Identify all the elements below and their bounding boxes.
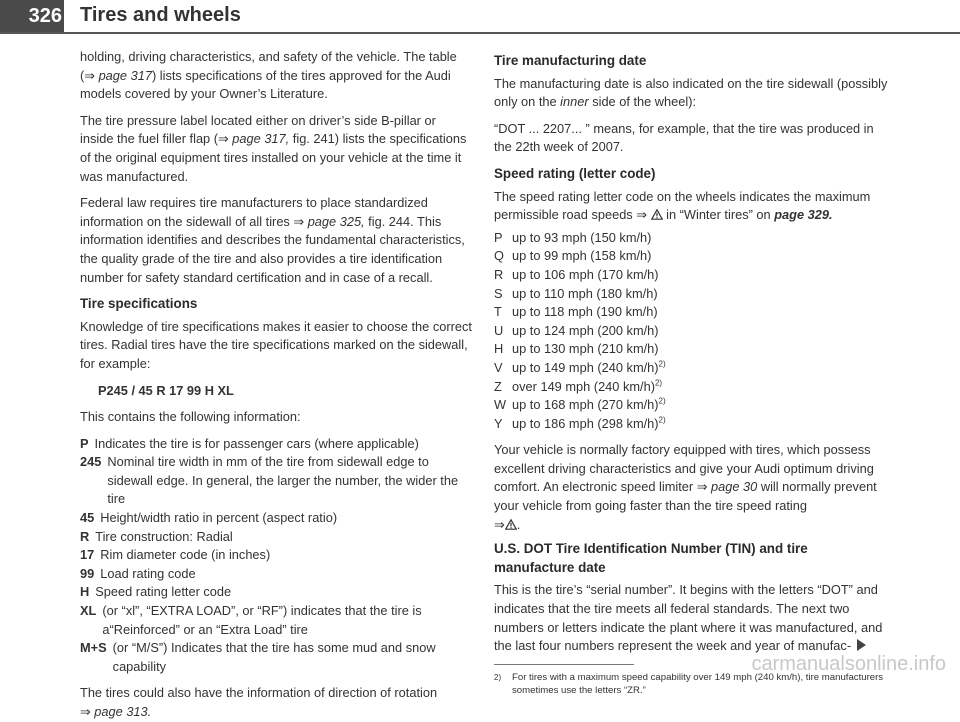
speed-rating-item: [494, 285, 888, 304]
speed-value: up to 106 mph (170 km/h): [512, 266, 659, 282]
speed-value: up to 130 mph (210 km/h): [512, 341, 659, 357]
spec-item: [80, 453, 472, 509]
speed-rating-item: [494, 340, 888, 359]
spec-description: Tire construction: Radial: [95, 528, 233, 544]
speed-rating-item: [494, 303, 888, 322]
arrow-icon: ⇒: [494, 516, 505, 532]
speed-value: up to 124 mph (200 km/h): [512, 322, 659, 338]
tin-paragraph: This is the tire’s “serial number”. It begins with the letters “DOT” and indicates that the tire meets all federal standards. The next two numbers or letters indicate the plant where it was manufactured, and the last four numbers represent the week and year of manufac-: [494, 582, 883, 654]
speed-value: over 149 mph (240 km/h): [512, 378, 655, 394]
spec-key: R: [80, 528, 90, 544]
speed-value: up to 99 mph (158 km/h): [512, 248, 652, 264]
spec-key: 245: [80, 454, 102, 470]
spec-description: (or “xl”, “EXTRA LOAD”, or “RF”) indicates that the tire is a“Reinforced” or an “Extra Load” tire: [102, 603, 422, 637]
spec-key: H: [80, 584, 90, 600]
speed-letter: P: [494, 229, 503, 245]
page-number: 326: [0, 0, 64, 32]
footnote-ref: 2): [654, 378, 663, 388]
right-column: [494, 48, 888, 697]
spec-item: [80, 602, 472, 639]
speed-rating-item: [494, 378, 888, 397]
date-paragraph: The manufacturing date is also indicated on the tire sidewall (possibly only on the inner side of the wheel):: [494, 75, 888, 110]
tire-specifications-heading: Tire specifications: [80, 296, 198, 312]
speed-value: up to 93 mph (150 km/h): [512, 229, 652, 245]
contains-paragraph: This contains the following information:: [80, 409, 301, 425]
spec-key: 17: [80, 547, 95, 563]
section-title: Tires and wheels: [80, 4, 241, 26]
speed-letter: H: [494, 341, 504, 357]
speed-letter: U: [494, 322, 504, 338]
continue-arrow-icon: [857, 639, 866, 651]
speed-rating-item: [494, 359, 888, 378]
warning-triangle-icon[interactable]: [651, 209, 663, 220]
spec-description: Height/width ratio in percent (aspect ratio): [100, 510, 338, 526]
footnote-ref: 2): [658, 396, 666, 406]
spec-description: Rim diameter code (in inches): [100, 547, 271, 563]
spec-description: Speed rating letter code: [95, 584, 232, 600]
spec-description: Nominal tire width in mm of the tire from sidewall edge to sidewall edge. In general, the larger the number, the wider the tire: [107, 454, 459, 507]
tin-heading: U.S. DOT Tire Identification Number (TIN) and tire manufacture date: [494, 541, 808, 575]
warning-triangle-icon[interactable]: [505, 519, 517, 530]
spec-item: [80, 528, 472, 547]
page-ref-link[interactable]: page 30: [707, 479, 758, 495]
federal-law-paragraph: Federal law requires tire manufacturers to place standardized information on the sidewall of all tires ⇒ page 325, fig. 244. This information identifies and describes the fundamental characteristics, the quality grade of the tire and also provides a tire identification number for safety standard certification and in case of a recall.: [80, 195, 465, 285]
speed-letter: S: [494, 285, 503, 301]
arrow-icon: ⇒: [696, 479, 708, 495]
pressure-label-paragraph: The tire pressure label located either on driver’s side B-pillar or inside the fuel filler flap (⇒ page 317, fig. 241) lists the specifications of the original equipment tires installed on your vehicle at the time it was manufactured.: [80, 112, 467, 184]
watermark: carmanualsonline.info: [751, 653, 946, 675]
page-ref-link[interactable]: page 329.: [774, 207, 833, 223]
page-header: [0, 0, 960, 34]
left-column: [80, 48, 472, 722]
spec-item: [80, 565, 472, 584]
speed-letter: Q: [494, 248, 504, 264]
speed-value: up to 118 mph (190 km/h): [512, 304, 658, 320]
speed-rating-item: [494, 415, 888, 434]
footnote-ref: 2): [658, 415, 666, 425]
arrow-icon: ⇒: [218, 131, 229, 147]
spec-key: M+S: [80, 640, 107, 656]
arrow-icon: ⇒: [293, 213, 305, 229]
speed-rating-item: [494, 266, 888, 285]
spec-item: [80, 509, 472, 528]
spec-key: 99: [80, 565, 95, 581]
speed-list: [494, 229, 888, 434]
speed-letter: V: [494, 359, 503, 375]
spec-description: Indicates the tire is for passenger cars (where applicable): [94, 435, 419, 451]
speed-letter: T: [494, 304, 502, 320]
spec-list: [80, 435, 472, 677]
rotation-paragraph: The tires could also have the information of direction of rotation ⇒ page 313.: [80, 685, 438, 719]
arrow-icon: ⇒: [84, 67, 95, 83]
header-rule: [0, 32, 960, 34]
footnote-mark: 2): [494, 672, 502, 682]
specs-intro-paragraph: Knowledge of tire specifications makes it easier to choose the correct tires. Radial tires have the tire specifications marked on the sidewall, for example:: [80, 318, 472, 371]
footnote-text: For tires with a maximum speed capability over 149 mph (240 km/h), tire manufacturers sometimes use the letters “ZR.”: [512, 671, 884, 696]
spec-key: P: [80, 435, 89, 451]
dot-example-paragraph: “DOT ... 2207... ” means, for example, that the tire was produced in the 22th week of 2007.: [494, 120, 874, 155]
spec-key: XL: [80, 603, 97, 619]
footnote-rule: [494, 664, 634, 665]
manufacturing-date-heading: Tire manufacturing date: [494, 53, 647, 68]
speed-value: up to 186 mph (298 km/h): [512, 415, 659, 431]
spec-description: (or “M/S”) Indicates that the tire has some mud and snow capability: [112, 640, 436, 674]
page-ref-link[interactable]: page 325,: [307, 213, 365, 229]
spec-key: 45: [80, 510, 95, 526]
spec-item: [80, 435, 472, 454]
tire-code-example: P245 / 45 R 17 99 H XL: [98, 382, 234, 398]
factory-equipped-paragraph: Your vehicle is normally factory equipped with tires, which possess excellent driving characteristics and give your Audi optimum driving comfort. An electronic speed limiter ⇒ page 30 will normally prevent your vehicle from going faster than the tire speed rating ⇒ .: [494, 442, 877, 532]
spec-item: [80, 583, 472, 602]
arrow-icon: ⇒: [636, 207, 647, 223]
speed-intro-paragraph: The speed rating letter code on the wheels indicates the maximum permissible road speeds ⇒ in “Winter tires” on page 329.: [494, 188, 871, 223]
page-ref-link[interactable]: page 317: [98, 67, 152, 83]
page-ref-link[interactable]: page 313.: [94, 704, 152, 719]
speed-letter: W: [494, 397, 507, 413]
speed-letter: Z: [494, 378, 502, 394]
speed-letter: Y: [494, 415, 503, 431]
speed-rating-item: [494, 322, 888, 341]
speed-value: up to 149 mph (240 km/h): [512, 359, 659, 375]
speed-value: up to 168 mph (270 km/h): [512, 397, 659, 413]
footnote-ref: 2): [658, 359, 666, 369]
speed-rating-heading: Speed rating (letter code): [494, 165, 656, 181]
speed-rating-item: [494, 247, 888, 266]
spec-item: [80, 546, 472, 565]
speed-value: up to 110 mph (180 km/h): [512, 285, 658, 301]
speed-rating-item: [494, 229, 888, 248]
spec-item: [80, 639, 472, 676]
speed-rating-item: [494, 396, 888, 415]
speed-letter: R: [494, 266, 504, 282]
intro-paragraph: holding, driving characteristics, and safety of the vehicle. The table (⇒ page 317) lists specifications of the tires approved for the Audi models covered by your Owner’s Literature.: [80, 49, 457, 102]
spec-description: Load rating code: [100, 565, 196, 581]
page-ref-link[interactable]: page 317,: [232, 131, 290, 147]
arrow-icon: ⇒: [80, 704, 91, 719]
